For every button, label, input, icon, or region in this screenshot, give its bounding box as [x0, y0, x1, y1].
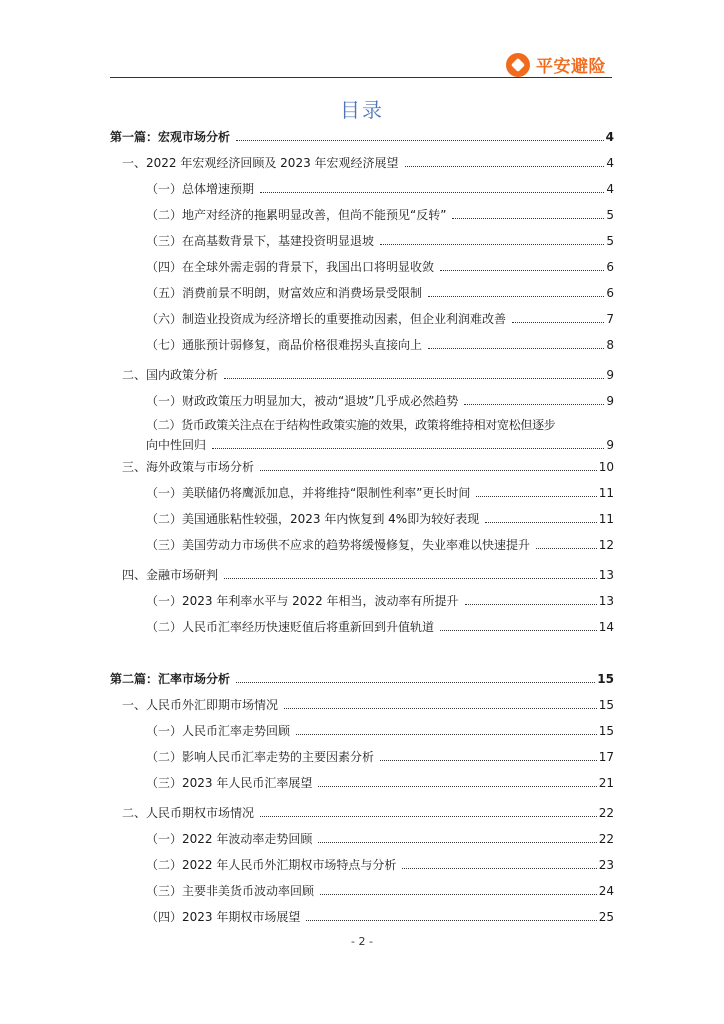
- toc-entry-text: 二、国内政策分析: [122, 368, 219, 382]
- dot-leader: [260, 816, 597, 817]
- dot-leader: [296, 734, 597, 735]
- ping-an-logo-icon: [506, 53, 530, 77]
- dot-leader: [452, 218, 604, 219]
- toc-entry-text: （一）人民币汇率走势回顾: [146, 724, 291, 738]
- toc-entry-page: 4: [606, 156, 614, 170]
- toc-entry[interactable]: [122, 697, 614, 713]
- toc-entry-page: 4: [606, 182, 614, 196]
- toc-entry[interactable]: [122, 367, 614, 383]
- toc-entry[interactable]: [146, 259, 614, 275]
- dot-leader: [380, 760, 597, 761]
- toc-entry-page: 11: [598, 486, 614, 500]
- toc-entry-page: 17: [598, 750, 614, 764]
- toc-entry[interactable]: [146, 233, 614, 249]
- dot-leader: [440, 630, 597, 631]
- toc-entry-page: 9: [606, 394, 614, 408]
- toc-entry-text: 一、2022 年宏观经济回顾及 2023 年宏观经济展望: [122, 156, 399, 170]
- toc-entry-text: 三、海外政策与市场分析: [122, 460, 255, 474]
- toc-entry-page: 13: [598, 594, 614, 608]
- toc-entry-page: 12: [598, 538, 614, 552]
- toc-entry[interactable]: [146, 775, 614, 791]
- toc-entry-text: （五）消费前景不明朗，财富效应和消费场景受限制: [146, 286, 423, 300]
- toc-entry[interactable]: [146, 537, 614, 553]
- toc-entry[interactable]: [146, 831, 614, 847]
- toc-entry[interactable]: [122, 459, 614, 475]
- toc-entry-page: 5: [606, 208, 614, 222]
- toc-entry-text: 一、人民币外汇即期市场情况: [122, 698, 279, 712]
- toc-entry-text: （一）2022 年波动率走势回顾: [146, 832, 313, 846]
- toc-entry-text: （二）影响人民币汇率走势的主要因素分析: [146, 750, 375, 764]
- toc-entry-page: 22: [598, 806, 614, 820]
- toc-entry-text: （一）美联储仍将鹰派加息，并将维持“限制性利率”更长时间: [146, 486, 471, 500]
- dot-leader: [464, 404, 604, 405]
- dot-leader: [440, 270, 604, 271]
- toc-entry-text: （三）美国劳动力市场供不应求的趋势将缓慢修复，失业率难以快速提升: [146, 538, 531, 552]
- dot-leader: [236, 682, 595, 683]
- dot-leader: [224, 378, 604, 379]
- dot-leader: [260, 192, 604, 193]
- toc-entry-page: 11: [598, 512, 614, 526]
- toc-entry-text: （七）通胀预计弱修复，商品价格很难拐头直接向上: [146, 338, 423, 352]
- toc-entry-text: （三）2023 年人民币汇率展望: [146, 776, 313, 790]
- toc-entry-text: 四、金融市场研判: [122, 568, 219, 582]
- dot-leader: [405, 166, 605, 167]
- dot-leader: [536, 548, 597, 549]
- toc-entry-text: 第二篇：汇率市场分析: [110, 672, 231, 686]
- dot-leader: [402, 868, 596, 869]
- toc-part-heading[interactable]: [110, 129, 614, 145]
- brand-logo: [506, 52, 606, 77]
- dot-leader: [260, 470, 597, 471]
- dot-leader: [306, 920, 596, 921]
- toc-entry-page: 7: [606, 312, 614, 326]
- toc-entry-page: 13: [598, 568, 614, 582]
- toc-entry[interactable]: [146, 181, 614, 197]
- toc-entry-page: 9: [606, 368, 614, 382]
- toc-entry-page: 4: [605, 130, 614, 144]
- toc-entry[interactable]: [146, 285, 614, 301]
- toc-entry-page: 22: [598, 832, 614, 846]
- toc-entry-text: 第一篇：宏观市场分析: [110, 130, 231, 144]
- toc-entry-page: 5: [606, 234, 614, 248]
- toc-entry-page: 15: [598, 724, 614, 738]
- page-number: - 2 -: [351, 935, 373, 948]
- toc-entry-page: 10: [598, 460, 614, 474]
- dot-leader: [380, 244, 604, 245]
- dot-leader: [318, 786, 596, 787]
- toc-entry-text: （二）货币政策关注点在于结构性政策实施的效果，政策将维持相对宽松但逐步: [146, 418, 556, 432]
- toc-entry-text: （二）2022 年人民币外汇期权市场特点与分析: [146, 858, 397, 872]
- toc-entry[interactable]: [146, 883, 614, 899]
- toc-entry-text: （四）2023 年期权市场展望: [146, 910, 301, 924]
- toc-entry[interactable]: [146, 207, 614, 223]
- header-divider: [110, 77, 612, 78]
- toc-entry-text: （二）美国通胀粘性较强，2023 年内恢复到 4%即为较好表现: [146, 512, 480, 526]
- toc-entry-page: 15: [597, 672, 614, 686]
- toc-entry-text: （六）制造业投资成为经济增长的重要推动因素，但企业利润难改善: [146, 312, 507, 326]
- dot-leader: [465, 604, 597, 605]
- toc-entry-page: 25: [598, 910, 614, 924]
- toc-entry-text: （三）主要非美货币波动率回顾: [146, 884, 315, 898]
- toc-entry-text: （二）地产对经济的拖累明显改善，但尚不能预见“反转”: [146, 208, 447, 222]
- toc-entry[interactable]: [122, 155, 614, 171]
- dot-leader: [476, 496, 596, 497]
- toc-entry-page: 8: [606, 338, 614, 352]
- toc-entry-page: 6: [606, 260, 614, 274]
- dot-leader: [428, 296, 604, 297]
- toc-entry-text: （二）人民币汇率经历快速贬值后将重新回到升值轨道: [146, 620, 435, 634]
- dot-leader: [320, 894, 597, 895]
- dot-leader: [212, 448, 604, 449]
- toc-entry-text: （四）在全球外需走弱的背景下，我国出口将明显收敛: [146, 260, 435, 274]
- toc-entry[interactable]: [146, 723, 614, 739]
- page-title: 目录: [340, 98, 384, 122]
- toc-entry-page: 6: [606, 286, 614, 300]
- dot-leader: [284, 708, 597, 709]
- toc-part-heading[interactable]: [110, 671, 614, 687]
- toc-entry-page: 9: [606, 438, 614, 452]
- dot-leader: [236, 140, 604, 141]
- toc-entry-page: 14: [598, 620, 614, 634]
- toc-entry[interactable]: [146, 485, 614, 501]
- dot-leader: [318, 842, 596, 843]
- dot-leader: [224, 578, 597, 579]
- toc-entry[interactable]: [146, 415, 614, 455]
- toc-entry-page: 15: [598, 698, 614, 712]
- toc-entry-text-continued: 向中性回归: [146, 438, 207, 452]
- dot-leader: [512, 322, 604, 323]
- toc-entry[interactable]: [146, 337, 614, 353]
- toc-entry[interactable]: [122, 567, 614, 583]
- toc-entry-text: （一）总体增速预期: [146, 182, 255, 196]
- toc-entry[interactable]: [146, 511, 614, 527]
- toc-entry-page: 24: [598, 884, 614, 898]
- toc-entry[interactable]: [146, 857, 614, 873]
- toc-entry-text: （三）在高基数背景下，基建投资明显退坡: [146, 234, 375, 248]
- toc-entry-text: 二、人民币期权市场情况: [122, 806, 255, 820]
- toc-entry-text: （一）2023 年利率水平与 2022 年相当，波动率有所提升: [146, 594, 459, 608]
- toc-entry-page: 23: [598, 858, 614, 872]
- toc-entry[interactable]: [146, 909, 614, 925]
- toc-entry[interactable]: [146, 311, 614, 327]
- toc-entry[interactable]: [146, 393, 614, 409]
- toc-entry-page: 21: [598, 776, 614, 790]
- toc-entry[interactable]: [122, 805, 614, 821]
- dot-leader: [485, 522, 597, 523]
- toc-entry[interactable]: [146, 593, 614, 609]
- logo-text: 平安避险: [536, 57, 606, 77]
- toc-entry-text: （一）财政政策压力明显加大，被动“退坡”几乎成必然趋势: [146, 394, 459, 408]
- toc-entry[interactable]: [146, 619, 614, 635]
- dot-leader: [428, 348, 604, 349]
- toc-entry[interactable]: [146, 749, 614, 765]
